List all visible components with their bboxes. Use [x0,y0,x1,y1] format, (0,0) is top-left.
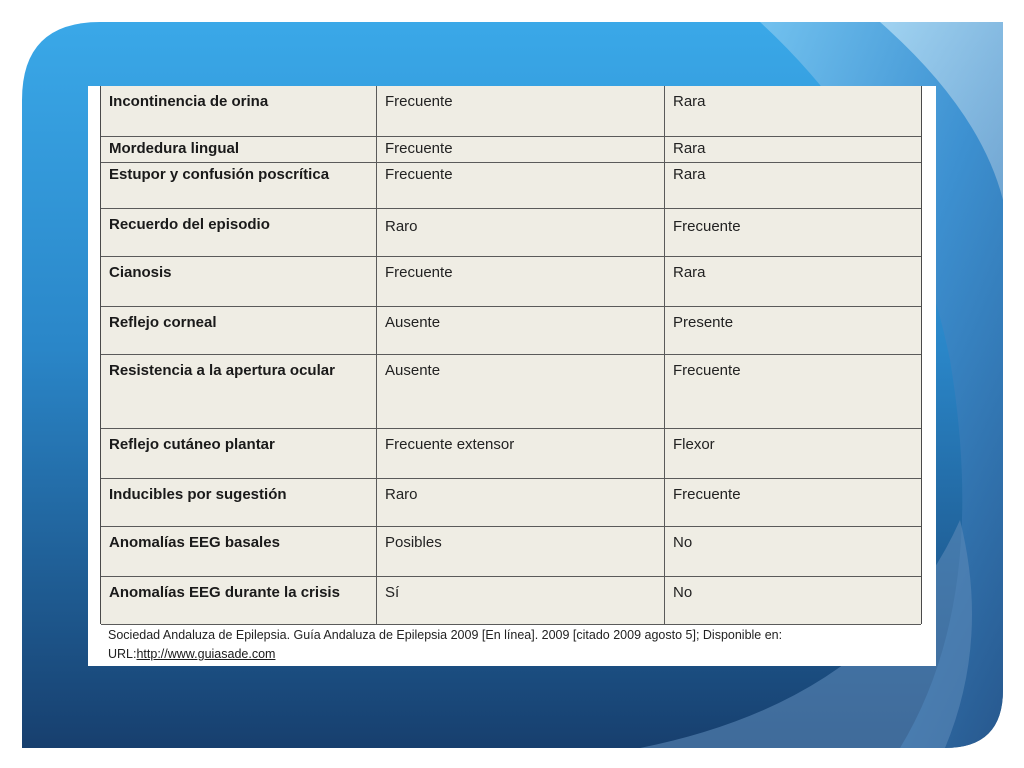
row-feature: Recuerdo del episodio [101,208,377,256]
row-value-col1: Frecuente [377,162,665,208]
row-value-col1: Raro [377,478,665,526]
row-value-col2: Rara [665,136,922,162]
row-feature: Reflejo cutáneo plantar [101,428,377,478]
citation-text: Sociedad Andaluza de Epilepsia. Guía Andaluza de Epilepsia 2009 [En línea]. 2009 [citado 2009 agosto 5]; Disponible en: URL: [108,628,783,661]
row-value-col1: Frecuente extensor [377,428,665,478]
row-value-col1: Raro [377,208,665,256]
row-value-col2: Frecuente [665,478,922,526]
row-value-col2: No [665,576,922,624]
row-value-col1: Ausente [377,354,665,428]
row-feature: Anomalías EEG durante la crisis [101,576,377,624]
row-value-col1: Frecuente [377,86,665,136]
table-row [101,306,921,354]
table-row [101,576,921,624]
row-feature: Inducibles por sugestión [101,478,377,526]
table-row [101,526,921,576]
row-value-col2: Flexor [665,428,922,478]
row-value-col2: No [665,526,922,576]
table-row [101,354,921,428]
row-value-col1: Frecuente [377,256,665,306]
row-value-col2: Presente [665,306,922,354]
row-value-col2: Frecuente [665,354,922,428]
table-row [101,478,921,526]
comparison-table [101,86,921,625]
row-feature: Resistencia a la apertura ocular [101,354,377,428]
row-feature: Cianosis [101,256,377,306]
row-value-col1: Frecuente [377,136,665,162]
row-feature: Estupor y confusión poscrítica [101,162,377,208]
row-feature: Incontinencia de orina [101,86,377,136]
row-value-col2: Rara [665,162,922,208]
row-feature: Anomalías EEG basales [101,526,377,576]
row-value-col2: Rara [665,256,922,306]
table-row [101,162,921,208]
table-row [101,256,921,306]
source-citation [108,626,918,664]
row-value-col1: Sí [377,576,665,624]
row-feature: Mordedura lingual [101,136,377,162]
row-value-col1: Posibles [377,526,665,576]
row-feature: Reflejo corneal [101,306,377,354]
row-value-col2: Rara [665,86,922,136]
table-row [101,86,921,136]
table-row [101,208,921,256]
comparison-table-wrapper [100,86,922,624]
citation-link[interactable]: http://www.guiasade.com [136,647,276,661]
table-row [101,136,921,162]
row-value-col1: Ausente [377,306,665,354]
row-value-col2: Frecuente [665,208,922,256]
table-row [101,428,921,478]
